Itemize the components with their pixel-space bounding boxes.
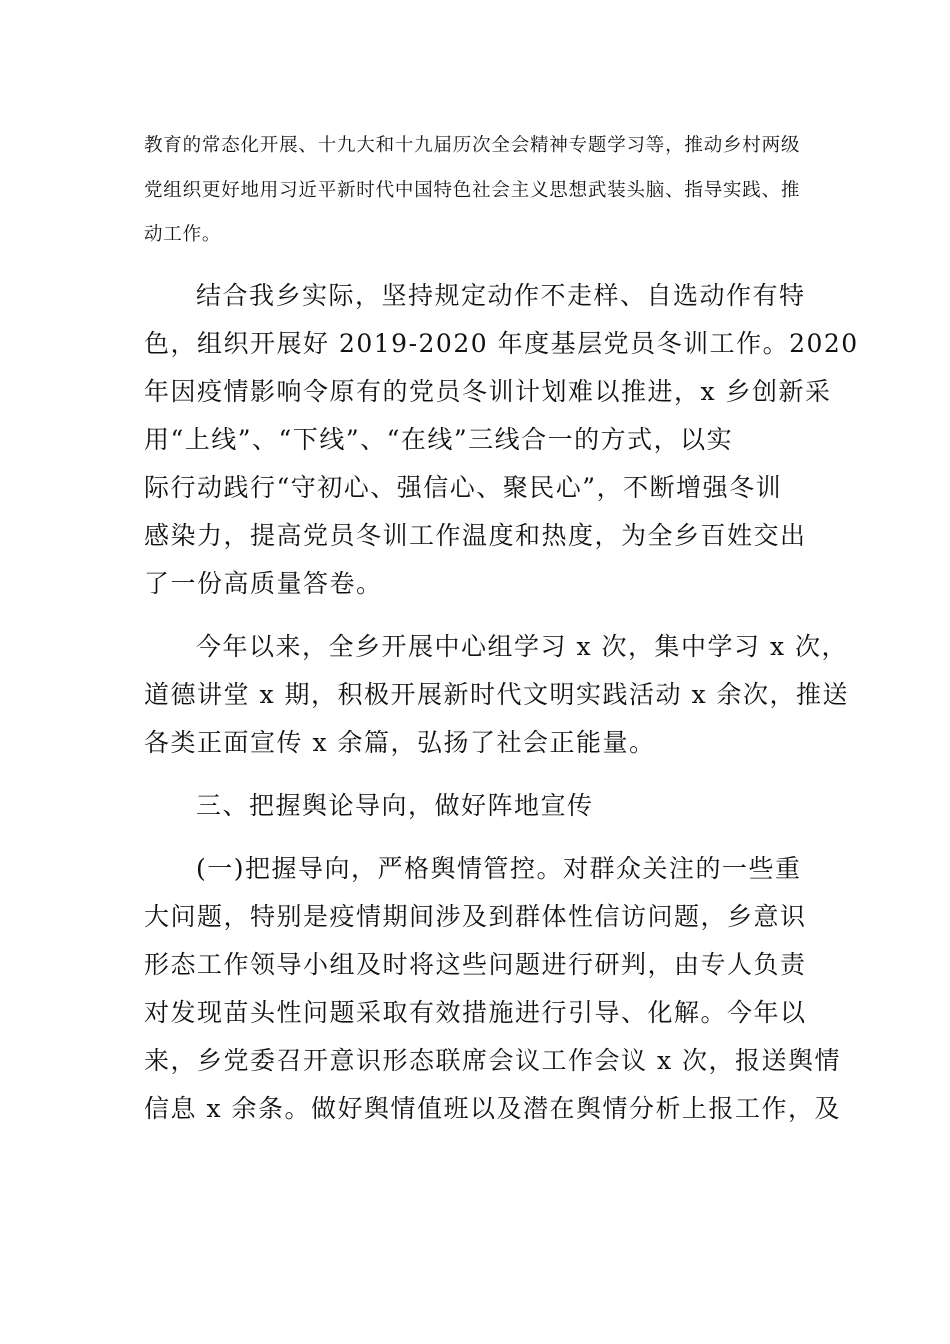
paragraph-1-line-1: 结合我乡实际，坚持规定动作不走样、自选动作有特 xyxy=(196,281,806,310)
paragraph-3-line-2: 大问题，特别是疫情期间涉及到群体性信访问题，乡意识 xyxy=(144,902,807,931)
intro-line-3: 动工作。 xyxy=(144,224,222,245)
paragraph-1-line-2: 色，组织开展好 2019-2020 年度基层党员冬训工作。2020 xyxy=(144,329,859,358)
paragraph-1-line-7: 了一份高质量答卷。 xyxy=(144,569,383,598)
paragraph-3-line-6: 信息 x 余条。做好舆情值班以及潜在舆情分析上报工作，及 xyxy=(144,1094,841,1123)
paragraph-3-line-5: 来，乡党委召开意识形态联席会议工作会议 x 次，报送舆情 xyxy=(144,1046,841,1075)
paragraph-3-line-3: 形态工作领导小组及时将这些问题进行研判，由专人负责 xyxy=(144,950,807,979)
paragraph-2-line-3: 各类正面宣传 x 余篇，弘扬了社会正能量。 xyxy=(144,728,656,757)
intro-line-1: 教育的常态化开展、十九大和十九届历次全会精神专题学习等，推动乡村两级 xyxy=(144,135,801,156)
paragraph-2-line-1: 今年以来，全乡开展中心组学习 x 次，集中学习 x 次， xyxy=(196,632,848,661)
paragraph-1-line-5: 际行动践行“守初心、强信心、聚民心”，不断增强冬训 xyxy=(144,473,783,502)
paragraph-2-line-2: 道德讲堂 x 期，积极开展新时代文明实践活动 x 余次，推送 xyxy=(144,680,849,709)
section-heading-3: 三、把握舆论导向，做好阵地宣传 xyxy=(196,791,594,820)
paragraph-3-line-1: (一)把握导向，严格舆情管控。对群众关注的一些重 xyxy=(196,854,802,883)
paragraph-3-line-4: 对发现苗头性问题采取有效措施进行引导、化解。今年以 xyxy=(144,998,807,1027)
intro-line-2: 党组织更好地用习近平新时代中国特色社会主义思想武装头脑、指导实践、推 xyxy=(144,180,801,201)
paragraph-1-line-4: 用“上线”、“下线”、“在线”三线合一的方式，以实 xyxy=(144,425,734,454)
paragraph-1-line-6: 感染力，提高党员冬训工作温度和热度，为全乡百姓交出 xyxy=(144,521,807,550)
paragraph-1-line-3: 年因疫情影响令原有的党员冬训计划难以推进，x 乡创新采 xyxy=(144,377,832,406)
